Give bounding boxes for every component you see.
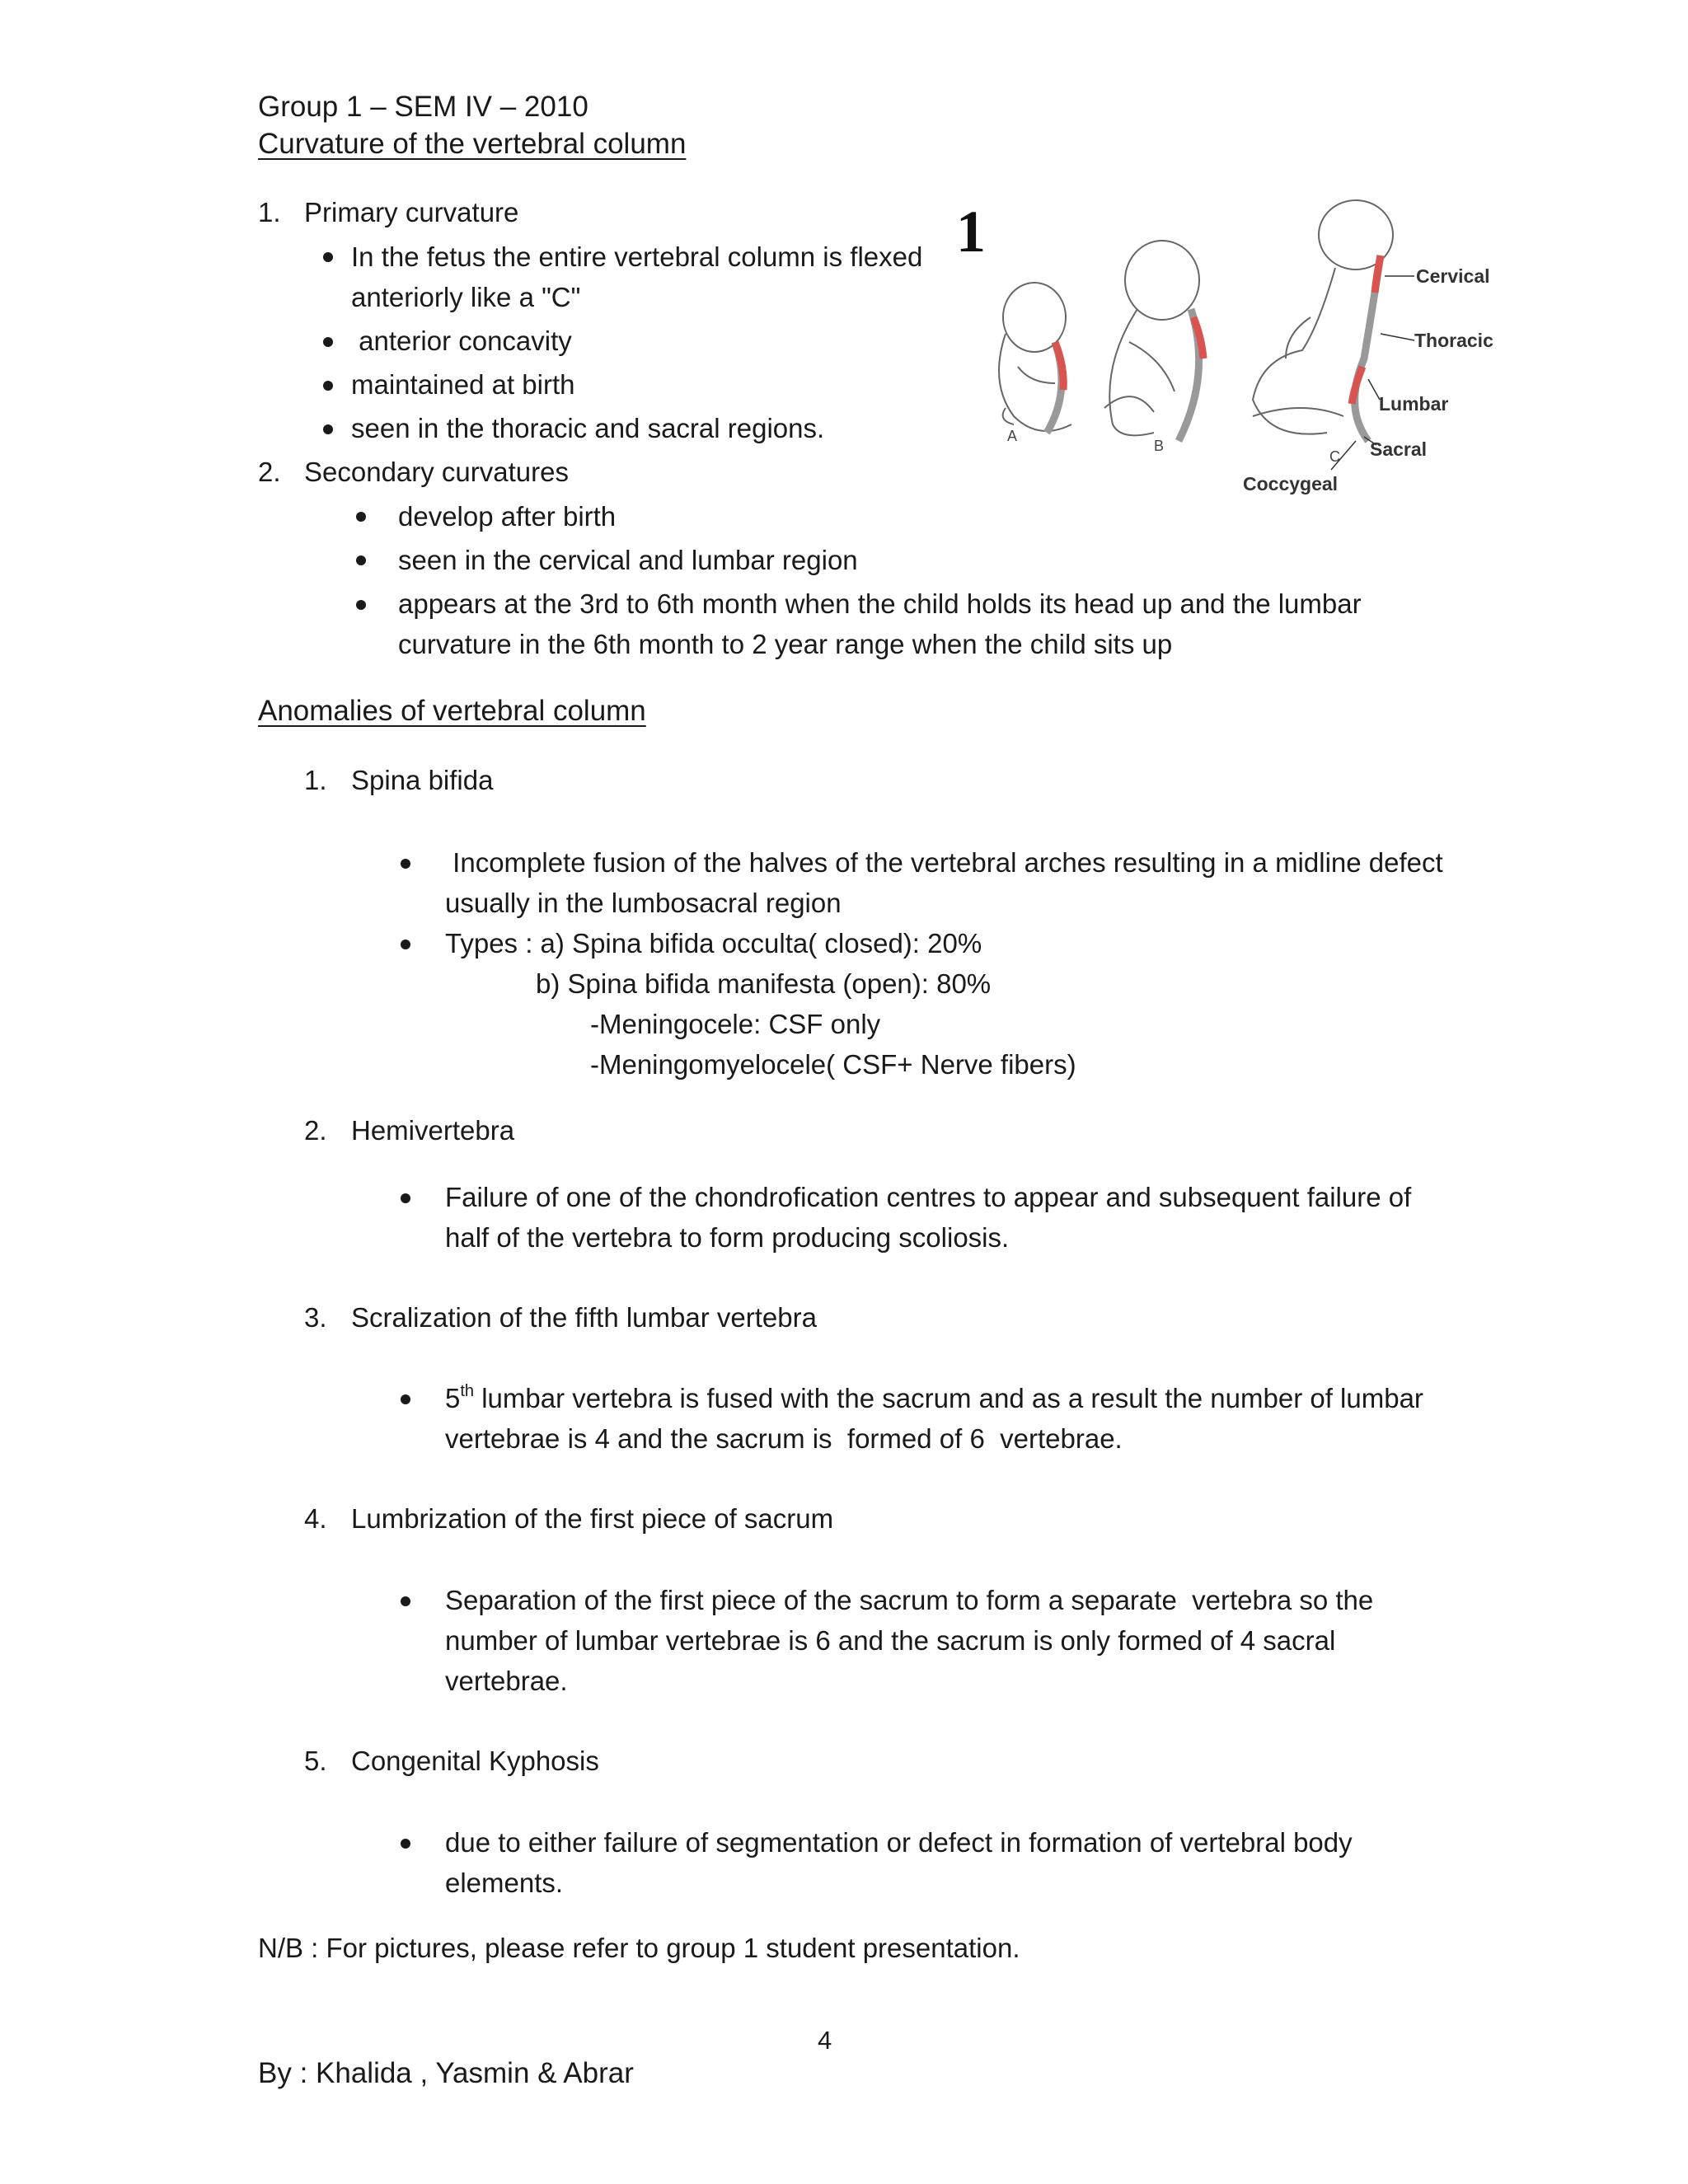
bullet-text: In the fetus the entire vertebral column is flexed — [351, 241, 923, 272]
bullet-text — [445, 1382, 1423, 1415]
bullet-text: Separation of the first piece of the sacrum to form a separate vertebra so the — [445, 1585, 1374, 1615]
label-thoracic: Thoracic — [1414, 330, 1493, 351]
bullet-dot — [401, 1596, 410, 1606]
group-line: Group 1 – SEM IV – 2010 — [258, 91, 588, 123]
bullet-text: -Meningocele: CSF only — [590, 1009, 881, 1039]
bullet-text: b) Spina bifida manifesta (open): 80% — [536, 968, 992, 999]
bullet-dot — [323, 424, 333, 434]
list-number: 5. — [304, 1746, 327, 1776]
bullet-text: appears at the 3rd to 6th month when the child holds its head up and the lumbar — [398, 588, 1362, 619]
bullet-dot — [356, 600, 366, 610]
note-text: N/B : For pictures, please refer to group 1 student presentation. — [258, 1933, 1020, 1963]
bullet-text: anteriorly like a "C" — [351, 282, 581, 312]
infant-figure-b — [1104, 241, 1199, 435]
primary-curvature-heading: Primary curvature — [304, 197, 519, 227]
ordinal-number: 5 — [445, 1383, 461, 1413]
bullet-text: develop after birth — [398, 501, 617, 532]
anomaly-heading: Scralization of the fifth lumbar vertebra — [351, 1302, 817, 1333]
bullet-text: half of the vertebra to form producing scoliosis. — [445, 1222, 1010, 1253]
bullet-text-rest: lumbar vertebra is fused with the sacrum and as a result the number of lumbar — [474, 1383, 1423, 1413]
anomaly-heading: Lumbrization of the first piece of sacrum — [351, 1503, 834, 1534]
label-lumbar: Lumbar — [1379, 393, 1449, 415]
bullet-text: usually in the lumbosacral region — [445, 888, 842, 918]
anomaly-heading: Hemivertebra — [351, 1115, 515, 1146]
bullet-text: due to either failure of segmentation or defect in formation of vertebral body — [445, 1827, 1353, 1858]
ordinal-suffix: th — [460, 1382, 475, 1400]
bullet-dot — [401, 859, 410, 869]
label-sacral: Sacral — [1370, 438, 1428, 460]
list-number: 2. — [258, 457, 281, 487]
bullet-text: seen in the cervical and lumbar region — [398, 545, 858, 575]
label-coccygeal: Coccygeal — [1243, 473, 1339, 494]
bullet-text: elements. — [445, 1868, 564, 1898]
anomaly-heading: Spina bifida — [351, 765, 494, 795]
bullet-text: anterior concavity — [351, 326, 572, 356]
bullet-text: maintained at birth — [351, 369, 575, 400]
bullet-text: vertebrae is 4 and the sacrum is formed of 6 vertebrae. — [445, 1423, 1123, 1454]
figure-number: 1 — [956, 199, 986, 265]
bullet-text: vertebrae. — [445, 1666, 568, 1696]
stage-label-a: A — [1007, 428, 1018, 444]
list-number: 3. — [304, 1302, 327, 1333]
bullet-dot — [401, 1394, 410, 1404]
bullet-text: -Meningomyelocele( CSF+ Nerve fibers) — [590, 1049, 1076, 1080]
bullet-text: number of lumbar vertebrae is 6 and the sacrum is only formed of 4 sacral — [445, 1625, 1336, 1656]
anomalies-title: Anomalies of vertebral column — [258, 695, 646, 727]
spine-c-cervical-red — [1375, 255, 1381, 293]
list-number: 1. — [258, 197, 281, 227]
label-cervical: Cervical — [1416, 265, 1490, 287]
bullet-dot — [356, 555, 366, 565]
page-number: 4 — [818, 2026, 832, 2055]
leader-line-thoracic — [1381, 334, 1414, 340]
authors-line: By : Khalida , Yasmin & Abrar — [258, 2057, 634, 2089]
leader-line-lumbar — [1368, 379, 1380, 400]
bullet-dot — [401, 940, 410, 949]
stage-label-b: B — [1154, 438, 1165, 454]
bullet-dot — [323, 381, 333, 391]
anomaly-heading: Congenital Kyphosis — [351, 1746, 599, 1776]
bullet-text: Incomplete fusion of the halves of the vertebral arches resulting in a midline defect — [445, 847, 1443, 878]
stage-label-c: C — [1329, 448, 1340, 465]
bullet-dot — [401, 1839, 410, 1849]
curvature-figure — [956, 194, 1500, 507]
list-number: 1. — [304, 765, 327, 795]
list-number: 4. — [304, 1503, 327, 1534]
bullet-text: curvature in the 6th month to 2 year range when the child sits up — [398, 629, 1173, 659]
bullet-text: Failure of one of the chondrofication centres to appear and subsequent failure of — [445, 1182, 1412, 1212]
bullet-text: seen in the thoracic and sacral regions. — [351, 413, 825, 443]
bullet-dot — [323, 252, 333, 262]
list-number: 2. — [304, 1115, 327, 1146]
bullet-dot — [401, 1193, 410, 1203]
bullet-dot — [323, 337, 333, 347]
secondary-curvature-heading: Secondary curvatures — [304, 457, 569, 487]
bullet-dot — [356, 512, 366, 522]
page-title: Curvature of the vertebral column — [258, 128, 687, 160]
bullet-text: Types : a) Spina bifida occulta( closed): 20% — [445, 928, 982, 958]
